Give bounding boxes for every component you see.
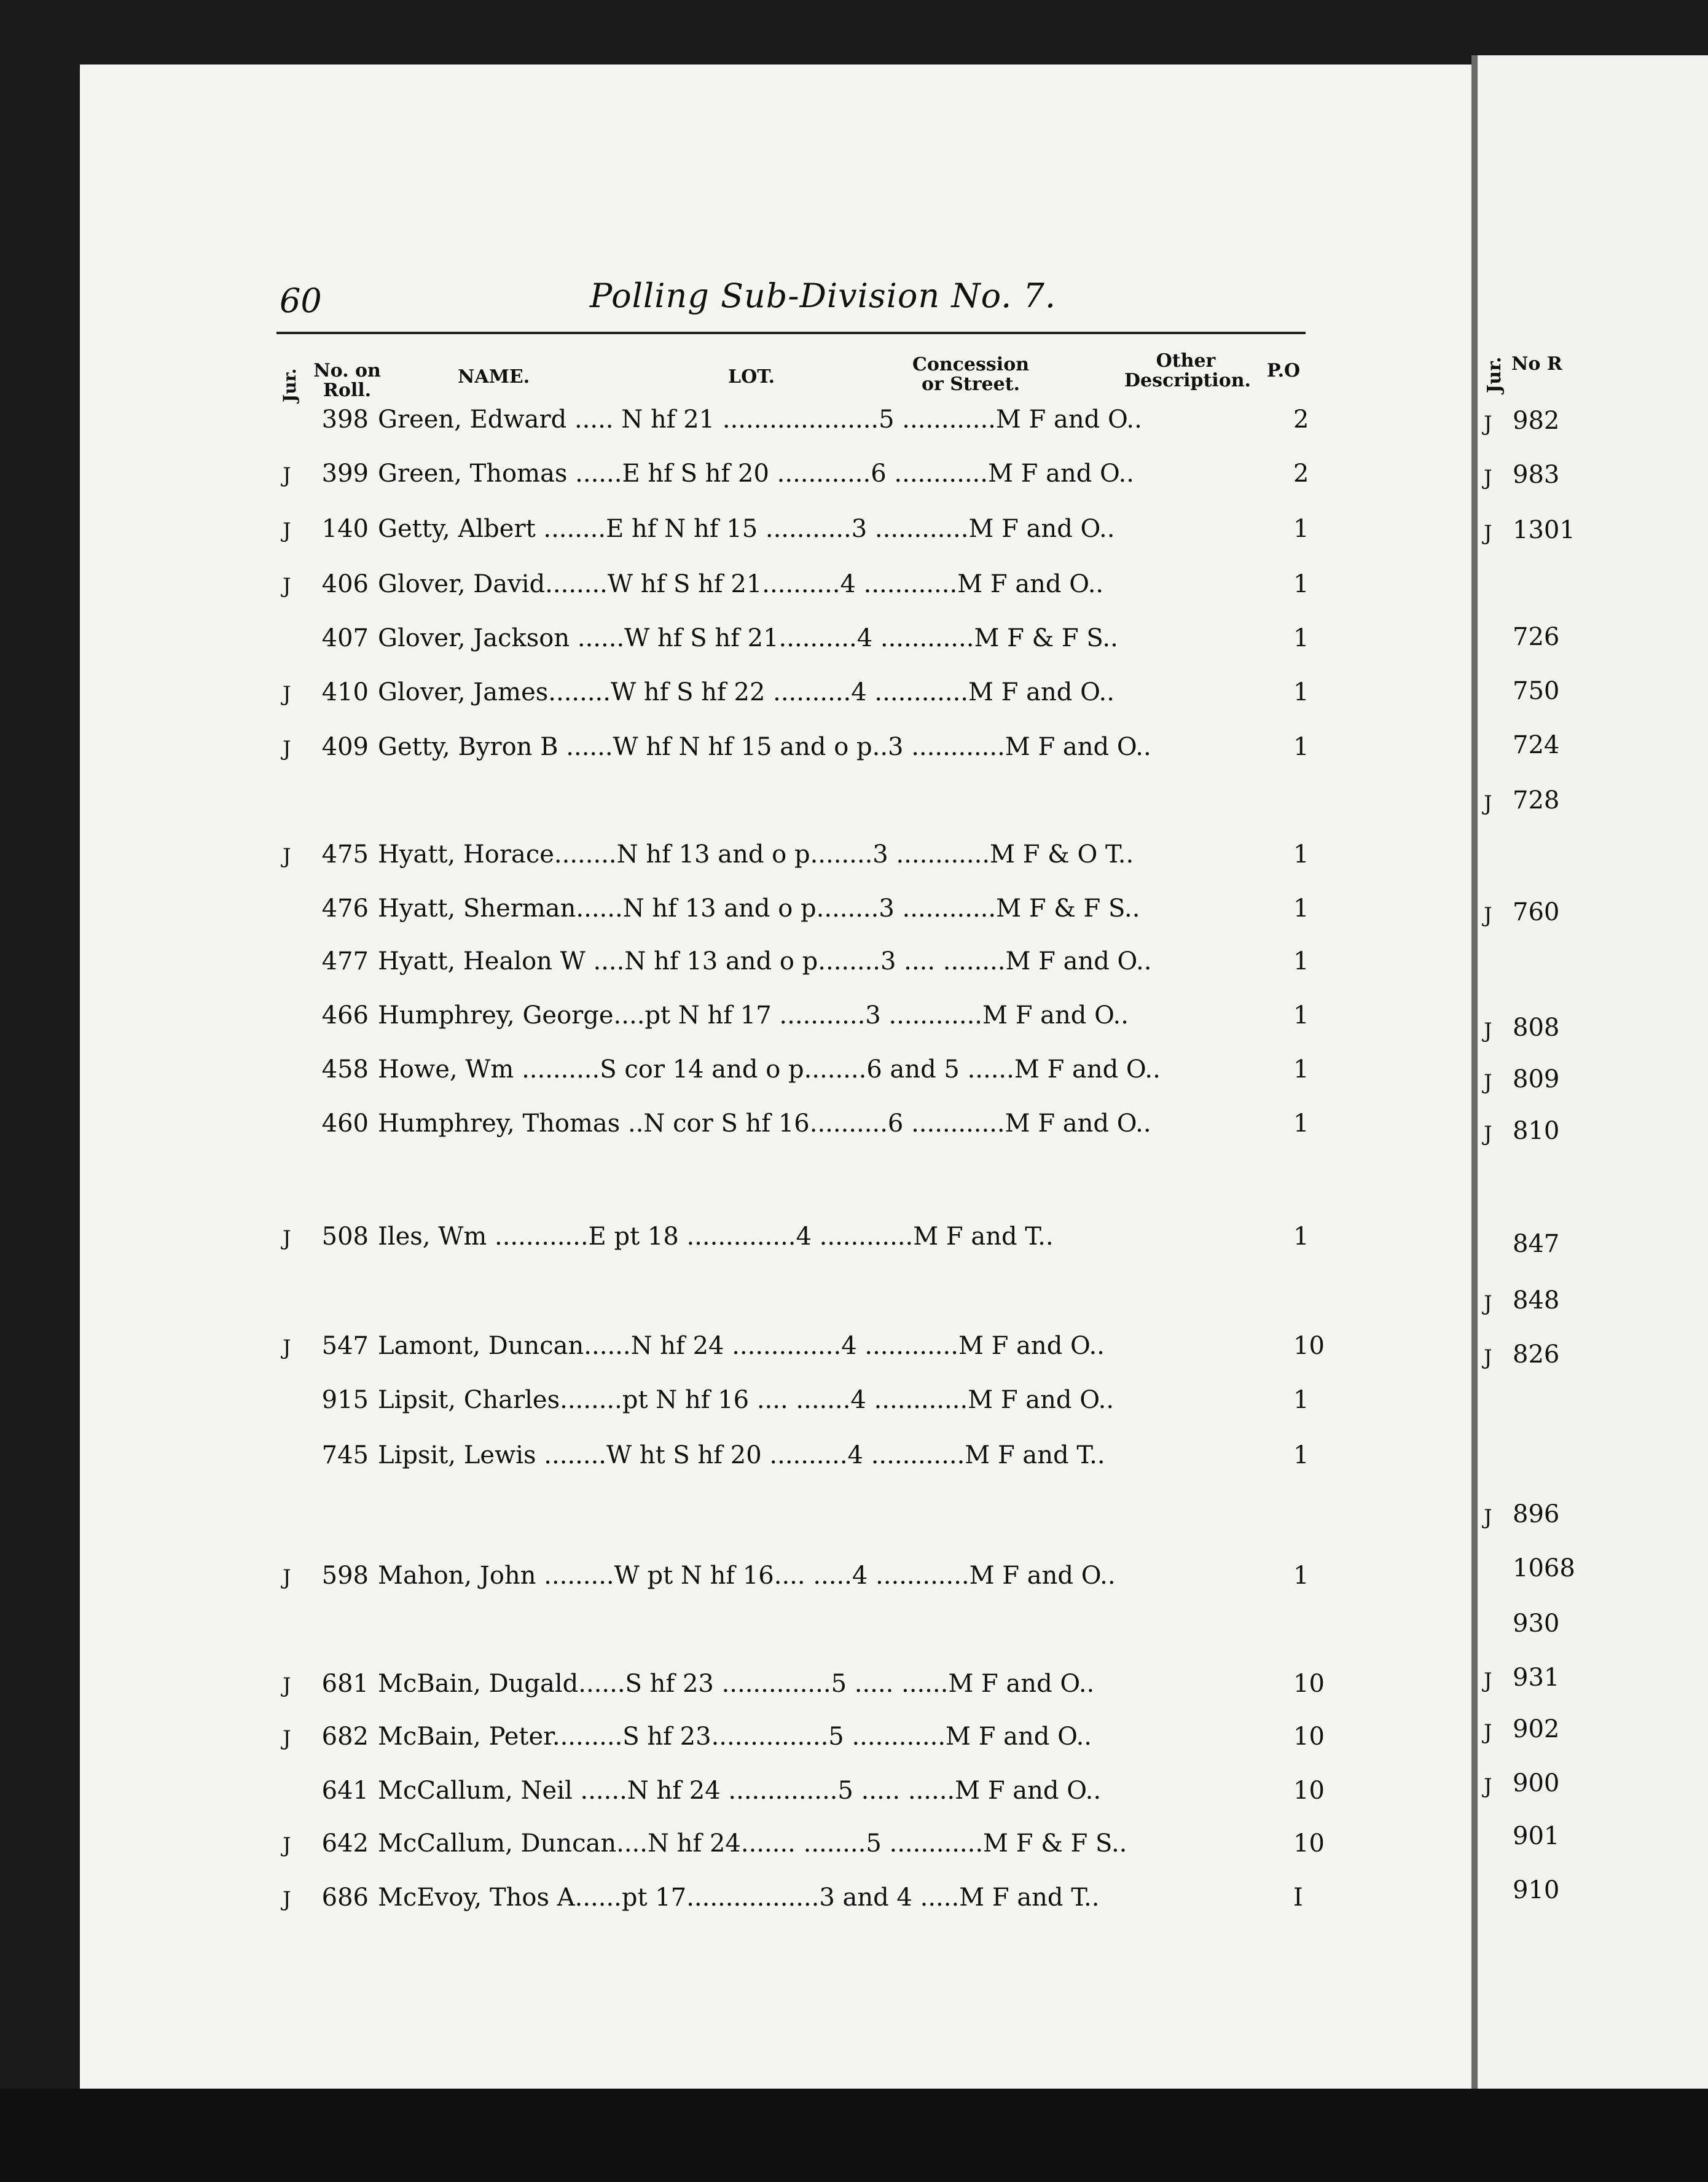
entry-text: Getty, Albert ........E hf N hf 15 ...........3 ............M F and O.. (378, 515, 1115, 543)
jur-mark: J (283, 463, 291, 488)
table-row (0, 405, 1407, 442)
right-roll-number: 931 (1513, 1664, 1560, 1692)
roll-number: 140 (321, 515, 369, 543)
table-row (0, 1109, 1407, 1146)
po-number: 1 (1293, 1441, 1309, 1469)
table-row (0, 570, 1407, 607)
entry-text: Glover, David........W hf S hf 21..........4 ............M F and O.. (378, 570, 1104, 598)
col-jur-header: Jur. (280, 368, 300, 402)
jur-mark: J (283, 1673, 291, 1698)
table-row (0, 1055, 1407, 1092)
po-number: 1 (1293, 1562, 1309, 1590)
roll-number: 682 (321, 1723, 369, 1751)
po-number: 2 (1293, 459, 1309, 488)
roll-number: 476 (321, 894, 369, 923)
roll-number: 681 (321, 1670, 369, 1698)
roll-number: 598 (321, 1562, 369, 1590)
roll-number: 460 (321, 1109, 369, 1138)
table-row (0, 1001, 1407, 1038)
entry-text: Glover, Jackson ......W hf S hf 21..........4 ............M F & F S.. (378, 624, 1118, 652)
right-roll-number: 902 (1513, 1715, 1560, 1743)
jur-mark: J (283, 574, 291, 598)
jur-mark: J (283, 844, 291, 869)
table-row (0, 1562, 1407, 1598)
table-row (0, 1332, 1407, 1369)
roll-number: 410 (321, 678, 369, 706)
po-number: 10 (1293, 1332, 1325, 1360)
right-roll-number: 896 (1513, 1500, 1560, 1528)
entry-text: McCallum, Duncan....N hf 24....... ........5 ............M F & F S.. (378, 1829, 1127, 1858)
right-jur-mark: J (1484, 1668, 1492, 1693)
jur-mark: J (283, 1833, 291, 1858)
right-jur-header: Jur. (1484, 356, 1505, 393)
roll-number: 466 (321, 1001, 369, 1030)
jur-mark: J (283, 1887, 291, 1912)
col-concession-header: Concession or Street. (912, 354, 1030, 395)
entry-text: Glover, James........W hf S hf 22 ..........4 ............M F and O.. (378, 678, 1115, 706)
po-number: 10 (1293, 1670, 1325, 1698)
table-row (0, 459, 1407, 496)
roll-number: 641 (321, 1777, 369, 1805)
po-number: 1 (1293, 1055, 1309, 1084)
jur-mark: J (283, 737, 291, 761)
right-jur-mark: J (1484, 466, 1492, 490)
right-jur-mark: J (1484, 1720, 1492, 1745)
roll-number: 686 (321, 1883, 369, 1912)
entry-text: Humphrey, Thomas ..N cor S hf 16..........6 ............M F and O.. (378, 1109, 1151, 1138)
po-number: 1 (1293, 1386, 1309, 1414)
right-jur-mark: J (1484, 791, 1492, 816)
right-roll-number: 760 (1513, 898, 1560, 926)
roll-number: 406 (321, 570, 369, 598)
right-roll-number: 1068 (1513, 1554, 1575, 1582)
table-row (0, 1777, 1407, 1813)
right-roll-number: 810 (1513, 1117, 1560, 1145)
table-row (0, 1829, 1407, 1866)
roll-number: 642 (321, 1829, 369, 1858)
jur-mark: J (283, 682, 291, 706)
entry-text: Hyatt, Sherman......N hf 13 and o p........3 ............M F & F S.. (378, 894, 1140, 923)
table-row (0, 947, 1407, 984)
table-row (0, 1883, 1407, 1920)
page-gutter (1471, 55, 1478, 2101)
right-jur-mark: J (1484, 1505, 1492, 1530)
right-jur-mark: J (1484, 412, 1492, 436)
jur-mark: J (283, 1335, 291, 1360)
col-roll-header: No. on Roll. (313, 360, 381, 401)
roll-number: 547 (321, 1332, 369, 1360)
col-name-header: NAME. (458, 366, 530, 388)
entry-text: Iles, Wm ............E pt 18 ..............4 ............M F and T.. (378, 1222, 1054, 1251)
page-title: Polling Sub-Division No. 7. (590, 276, 1057, 315)
col-other-header: Other Description. (1124, 350, 1251, 391)
right-roll-number: 848 (1513, 1286, 1560, 1315)
entry-text: Getty, Byron B ......W hf N hf 15 and o p..3 ............M F and O.. (378, 733, 1151, 761)
page-number: 60 (280, 281, 322, 320)
po-number: 1 (1293, 894, 1309, 923)
roll-number: 915 (321, 1386, 369, 1414)
entry-text: Howe, Wm ..........S cor 14 and o p........6 and 5 ......M F and O.. (378, 1055, 1161, 1084)
entry-text: Humphrey, George....pt N hf 17 ...........3 ............M F and O.. (378, 1001, 1129, 1030)
right-roll-number: 982 (1513, 407, 1560, 435)
header-rule (276, 332, 1306, 334)
roll-number: 399 (321, 459, 369, 488)
po-number: 1 (1293, 1109, 1309, 1138)
entry-text: Hyatt, Horace........N hf 13 and o p........3 ............M F & O T.. (378, 840, 1134, 869)
right-roll-number: 930 (1513, 1609, 1560, 1638)
entry-text: Mahon, John .........W pt N hf 16.... .....4 ............M F and O.. (378, 1562, 1116, 1590)
right-roll-number: 826 (1513, 1340, 1560, 1369)
right-roll-number: 726 (1513, 623, 1560, 651)
table-row (0, 624, 1407, 661)
table-row (0, 1723, 1407, 1759)
entry-text: McCallum, Neil ......N hf 24 ..............5 ..... ......M F and O.. (378, 1777, 1102, 1805)
right-roll-number: 809 (1513, 1065, 1560, 1093)
right-jur-mark: J (1484, 1070, 1492, 1095)
entry-text: McBain, Dugald......S hf 23 ..............5 ..... ......M F and O.. (378, 1670, 1095, 1698)
entry-text: Lipsit, Charles........pt N hf 16 .... .......4 ............M F and O.. (378, 1386, 1115, 1414)
jur-mark: J (283, 1565, 291, 1590)
jur-mark: J (283, 518, 291, 543)
entry-text: Green, Edward ..... N hf 21 ....................5 ............M F and O.. (378, 405, 1142, 434)
po-number: 1 (1293, 515, 1309, 543)
table-row (0, 1441, 1407, 1478)
entry-text: Hyatt, Healon W ....N hf 13 and o p........3 .... ........M F and O.. (378, 947, 1152, 976)
po-number: I (1293, 1883, 1303, 1912)
table-row (0, 733, 1407, 770)
jur-mark: J (283, 1726, 291, 1751)
roll-number: 407 (321, 624, 369, 652)
entry-text: Green, Thomas ......E hf S hf 20 ............6 ............M F and O.. (378, 459, 1134, 488)
po-number: 1 (1293, 570, 1309, 598)
po-number: 10 (1293, 1723, 1325, 1751)
table-row (0, 678, 1407, 715)
right-roll-number: 901 (1513, 1822, 1560, 1850)
col-po-header: P.O (1267, 360, 1301, 381)
right-roll-number: 728 (1513, 786, 1560, 815)
po-number: 1 (1293, 947, 1309, 976)
table-row (0, 1670, 1407, 1707)
po-number: 1 (1293, 733, 1309, 761)
roll-number: 508 (321, 1222, 369, 1251)
right-jur-mark: J (1484, 1122, 1492, 1146)
po-number: 1 (1293, 624, 1309, 652)
po-number: 2 (1293, 405, 1309, 434)
table-row (0, 515, 1407, 552)
jur-mark: J (283, 1226, 291, 1251)
right-roll-header: No R (1511, 353, 1562, 375)
entry-text: Lipsit, Lewis ........W ht S hf 20 ..........4 ............M F and T.. (378, 1441, 1105, 1469)
table-row (0, 894, 1407, 931)
right-roll-number: 724 (1513, 731, 1560, 759)
right-jur-mark: J (1484, 903, 1492, 928)
scan-shadow (0, 2089, 1708, 2182)
entry-text: Lamont, Duncan......N hf 24 ..............4 ............M F and O.. (378, 1332, 1105, 1360)
right-roll-number: 983 (1513, 461, 1560, 489)
right-roll-number: 1301 (1513, 516, 1575, 544)
right-jur-mark: J (1484, 1774, 1492, 1799)
roll-number: 475 (321, 840, 369, 869)
roll-number: 409 (321, 733, 369, 761)
roll-number: 477 (321, 947, 369, 976)
table-row (0, 1386, 1407, 1423)
roll-number: 745 (321, 1441, 369, 1469)
po-number: 1 (1293, 1001, 1309, 1030)
po-number: 1 (1293, 1222, 1309, 1251)
right-roll-number: 900 (1513, 1769, 1560, 1797)
roll-number: 398 (321, 405, 369, 434)
right-roll-number: 847 (1513, 1230, 1560, 1258)
entry-text: McBain, Peter.........S hf 23...............5 ............M F and O.. (378, 1723, 1092, 1751)
po-number: 10 (1293, 1829, 1325, 1858)
right-jur-mark: J (1484, 1345, 1492, 1370)
table-row (0, 840, 1407, 877)
right-jur-mark: J (1484, 1291, 1492, 1316)
right-roll-number: 808 (1513, 1014, 1560, 1042)
col-lot-header: LOT. (728, 366, 775, 388)
table-row (0, 1222, 1407, 1259)
po-number: 1 (1293, 678, 1309, 706)
po-number: 1 (1293, 840, 1309, 869)
right-roll-number: 910 (1513, 1876, 1560, 1904)
entry-text: McEvoy, Thos A......pt 17.................3 and 4 .....M F and T.. (378, 1883, 1100, 1912)
right-jur-mark: J (1484, 1019, 1492, 1043)
po-number: 10 (1293, 1777, 1325, 1805)
right-jur-mark: J (1484, 521, 1492, 546)
right-roll-number: 750 (1513, 677, 1560, 705)
roll-number: 458 (321, 1055, 369, 1084)
